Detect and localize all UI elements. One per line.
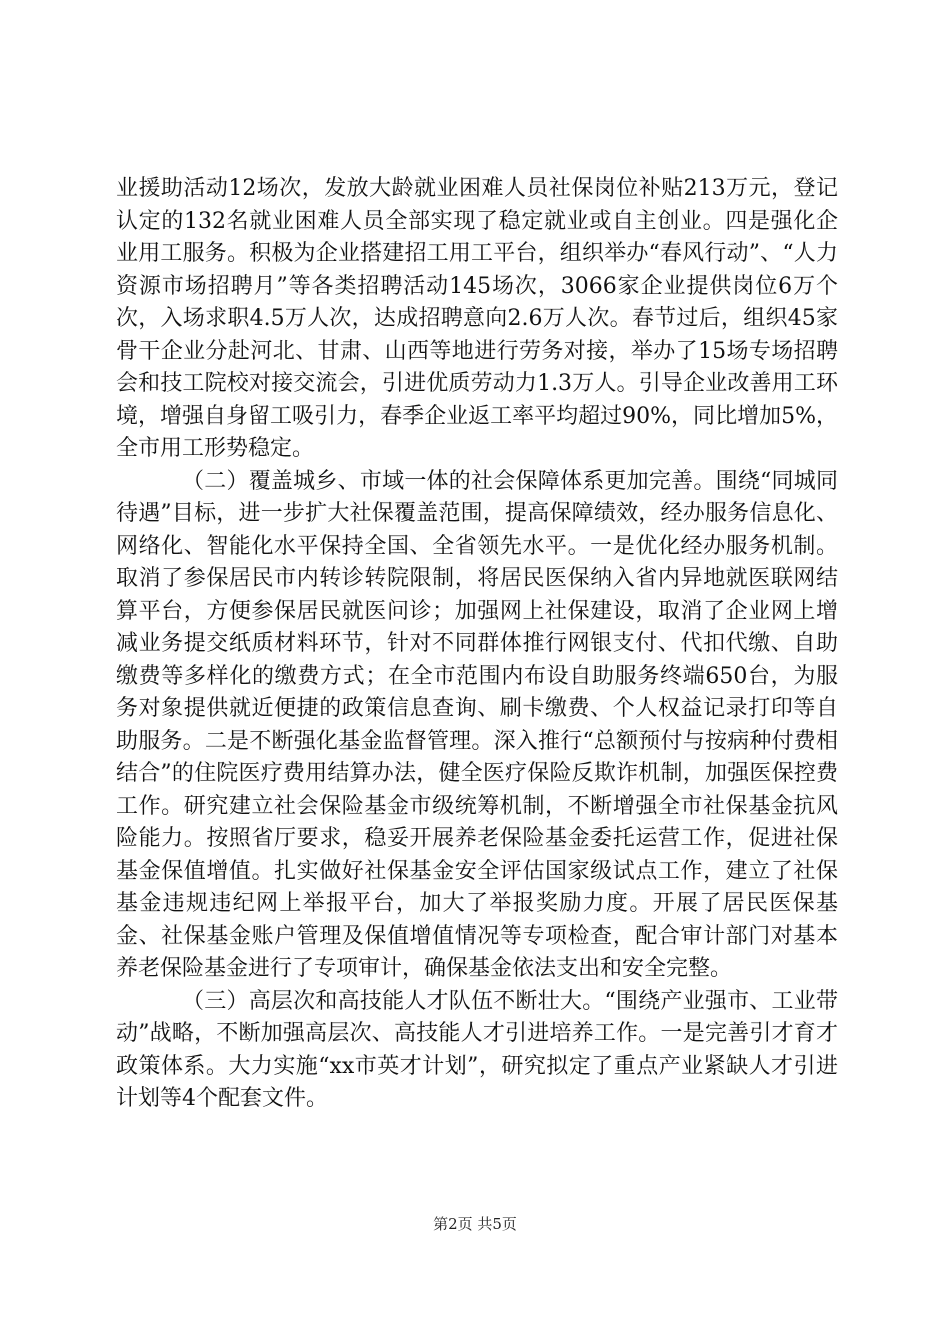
- paragraph-talent: （三）高层次和高技能人才队伍不断壮大。“围绕产业强市、工业带动”战略，不断加强高层次、高技能人才引进培养工作。一是完善引才育才政策体系。大力实施“xx市英才计划”，研究拟定了重点产业紧缺人才引进计划等4个配套文件。: [116, 988, 838, 1111]
- document-body: [116, 173, 838, 1116]
- paragraph-social-security: （二）覆盖城乡、市域一体的社会保障体系更加完善。围绕“同城同待遇”目标，进一步扩大社保覆盖范围，提高保障绩效，经办服务信息化、网络化、智能化水平保持全国、全省领先水平。一是优化经办服务机制。取消了参保居民市内转诊转院限制，将居民医保纳入省内异地就医联网结算平台，方便参保居民就医问诊；加强网上社保建设，取消了企业网上增减业务提交纸质材料环节，针对不同群体推行网银支付、代扣代缴、自助缴费等多样化的缴费方式；在全市范围内布设自助服务终端650台，为服务对象提供就近便捷的政策信息查询、刷卡缴费、个人权益记录打印等自助服务。二是不断强化基金监督管理。深入推行“总额预付与按病种付费相结合”的住院医疗费用结算办法，健全医疗保险反欺诈机制，加强医保控费工作。研究建立社会保险基金市级统筹机制，不断增强全市社保基金抗风险能力。按照省厅要求，稳妥开展养老保险基金委托运营工作，促进社保基金保值增值。扎实做好社保基金安全评估国家级试点工作，建立了社保基金违规违纪网上举报平台，加大了举报奖励力度。开展了居民医保基金、社保基金账户管理及保值增值情况等专项检查，配合审计部门对基本养老保险基金进行了专项审计，确保基金依法支出和安全完整。: [116, 468, 838, 981]
- paragraph-continuation: 业援助活动12场次，发放大龄就业困难人员社保岗位补贴213万元，登记认定的132名就业困难人员全部实现了稳定就业或自主创业。四是强化企业用工服务。积极为企业搭建招工用工平台，组织举办“春风行动”、“人力资源市场招聘月”等各类招聘活动145场次，3066家企业提供岗位6万个次，入场求职4.5万人次，达成招聘意向2.6万人次。春节过后，组织45家骨干企业分赴河北、甘肃、山西等地进行劳务对接，举办了15场专场招聘会和技工院校对接交流会，引进优质劳动力1.3万人。引导企业改善用工环境，增强自身留工吸引力，春季企业返工率平均超过90%，同比增加5%，全市用工形势稳定。: [116, 176, 838, 461]
- page-footer: 第2页 共5页: [433, 1215, 517, 1233]
